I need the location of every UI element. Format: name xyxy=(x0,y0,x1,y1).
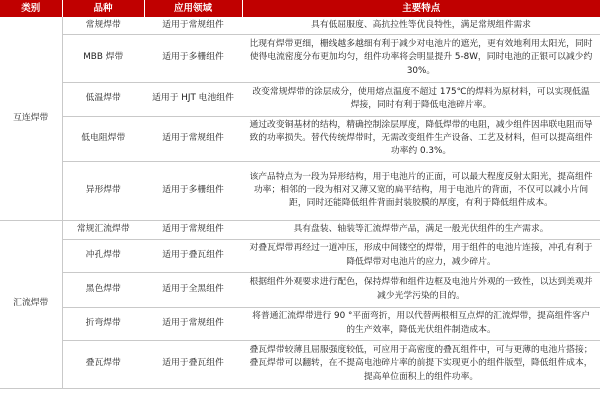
table-row xyxy=(0,116,600,161)
category-cell: 汇流焊带 xyxy=(0,220,62,388)
application-cell: 适用于常规组件 xyxy=(144,116,242,161)
table-row xyxy=(0,340,600,388)
features-cell: 根据组件外观要求进行配色，保持焊带和组件边框及电池片外观的一致性，以达到美观并减少光学污染的目的。 xyxy=(242,272,600,307)
features-cell: 叠瓦焊带较薄且屈服强度较低，可应用于高密度的叠瓦组件中，可与更薄的电池片搭接；叠瓦焊带可以翻转，在不提高电池碎片率的前提下实现更小的组件版型，降低组件成本，提高单位面积上的组件功率。 xyxy=(242,340,600,388)
table-row xyxy=(0,82,600,116)
category-cell: 互连焊带 xyxy=(0,17,62,220)
variety-cell: 冲孔焊带 xyxy=(62,239,144,272)
application-cell: 适用于多栅组件 xyxy=(144,161,242,220)
features-cell: 该产品特点为一段为异形结构，用于电池片的正面，可以最大程度反射太阳光，提高组件功率；相邻的一段为相对又薄又宽的扁平结构，用于电池片的背面，不仅可以减小片间距，同时还能降低组件背面封装胶膜的厚度，有利于降低组件成本。 xyxy=(242,161,600,220)
application-cell: 适用于常规组件 xyxy=(144,220,242,239)
table-row xyxy=(0,34,600,82)
application-cell: 适用于叠瓦组件 xyxy=(144,340,242,388)
table-row xyxy=(0,239,600,272)
table-row xyxy=(0,220,600,239)
table-header xyxy=(0,0,600,17)
application-cell: 适用于全黑组件 xyxy=(144,272,242,307)
application-cell: 适用于常规组件 xyxy=(144,307,242,340)
application-cell: 适用于叠瓦组件 xyxy=(144,239,242,272)
features-cell: 具有低屈服度、高抗拉性等优良特性，满足常规组件需求 xyxy=(242,17,600,34)
features-cell: 具有盘装、轴装等汇流焊带产品，满足一般光伏组件的生产需求。 xyxy=(242,220,600,239)
header-variety: 品种 xyxy=(62,0,144,17)
table-body xyxy=(0,17,600,388)
variety-cell: 叠瓦焊带 xyxy=(62,340,144,388)
variety-cell: 异形焊带 xyxy=(62,161,144,220)
features-cell: 改变常规焊带的涂层成分，使用熔点温度不超过 175℃的焊料为原材料，可以实现低温焊接，同时有利于降低电池碎片率。 xyxy=(242,82,600,116)
table-row xyxy=(0,272,600,307)
variety-cell: 常规汇流焊带 xyxy=(62,220,144,239)
variety-cell: MBB 焊带 xyxy=(62,34,144,82)
application-cell: 适用于常规组件 xyxy=(144,17,242,34)
application-cell: 适用于 HJT 电池组件 xyxy=(144,82,242,116)
application-cell: 适用于多栅组件 xyxy=(144,34,242,82)
features-cell: 对叠瓦焊带再经过一道冲压，形成中间镂空的焊带，用于组件的电池片连接，冲孔有利于降低焊带对电池片的应力，减少碎片。 xyxy=(242,239,600,272)
header-category: 类别 xyxy=(0,0,62,17)
features-cell: 比现有焊带更细，栅线越多越细有利于减少对电池片的遮光，更有效地利用太阳光，同时使得电流密度分布更加均匀，组件功率将会明显提升 5-8W，同时电池的正银可以减少约 30%。 xyxy=(242,34,600,82)
header-row xyxy=(0,0,600,17)
table-row xyxy=(0,307,600,340)
variety-cell: 黑色焊带 xyxy=(62,272,144,307)
header-features: 主要特点 xyxy=(242,0,600,17)
variety-cell: 低温焊带 xyxy=(62,82,144,116)
variety-cell: 折弯焊带 xyxy=(62,307,144,340)
table-row xyxy=(0,17,600,34)
header-application: 应用领域 xyxy=(144,0,242,17)
features-cell: 通过改变铜基材的结构，精确控制涂层厚度，降低焊带的电阻，减少组件因串联电阻而导致的功率损失。替代传统焊带时，无需改变组件生产设备、工艺及材料，但可以提高组件功率约 0.3%。 xyxy=(242,116,600,161)
variety-cell: 低电阻焊带 xyxy=(62,116,144,161)
variety-cell: 常规焊带 xyxy=(62,17,144,34)
features-cell: 将普通汇流焊带进行 90 °平面弯折，用以代替两根相互点焊的汇流焊带，提高组件客户的生产效率，降低光伏组件制造成本。 xyxy=(242,307,600,340)
table-row xyxy=(0,161,600,220)
